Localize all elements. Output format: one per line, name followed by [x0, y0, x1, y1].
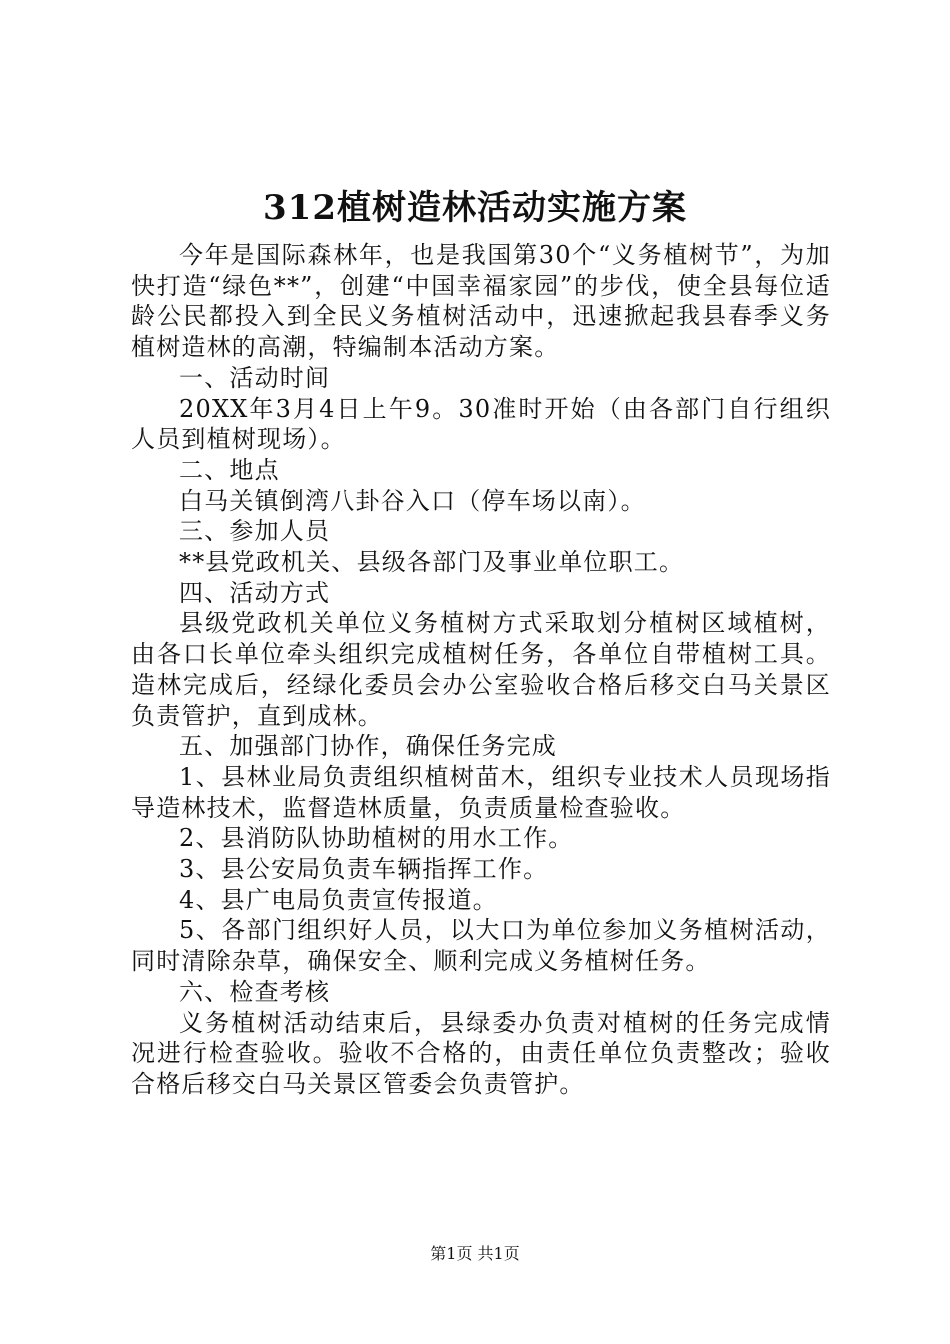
section-heading-cooperation: 五、加强部门协作，确保任务完成	[179, 732, 557, 761]
cooperation-item-3: 3、县公安局负责车辆指挥工作。	[179, 855, 549, 884]
section-heading-method: 四、活动方式	[179, 578, 331, 607]
intro-paragraph: 今年是国际森林年，也是我国第30个“义务植树节”，为加快打造“绿色**”，创建“中国幸福家园”的步伐，使全县每位适龄公民都投入到全民义务植树活动中，迅速掀起我县春季义务植树造林的高潮，特编制本活动方案。	[131, 241, 831, 362]
cooperation-item-2: 2、县消防队协助植树的用水工作。	[179, 824, 574, 853]
document-title: 312植树造林活动实施方案	[263, 188, 687, 228]
location-paragraph: 白马关镇倒湾八卦谷入口（停车场以南）。	[179, 486, 646, 515]
section-heading-participants: 三、参加人员	[179, 517, 331, 546]
document-body	[131, 240, 831, 1100]
section-heading-time: 一、活动时间	[179, 363, 331, 392]
participants-paragraph: **县党政机关、县级各部门及事业单位职工。	[179, 548, 685, 577]
method-paragraph: 县级党政机关单位义务植树方式采取划分植树区域植树，由各口长单位牵头组织完成植树任务，各单位自带植树工具。造林完成后，经绿化委员会办公室验收合格后移交白马关景区负责管护，直到成林。	[131, 609, 831, 730]
section-heading-inspection: 六、检查考核	[179, 977, 331, 1006]
cooperation-item-4: 4、县广电局负责宣传报道。	[179, 885, 498, 914]
inspection-paragraph: 义务植树活动结束后，县绿委办负责对植树的任务完成情况进行检查验收。验收不合格的，由责任单位负责整改；验收合格后移交白马关景区管委会负责管护。	[131, 1008, 831, 1098]
section-heading-location: 二、地点	[179, 455, 280, 484]
time-paragraph: 20XX年3月4日上午9。30准时开始（由各部门自行组织人员到植树现场）。	[131, 394, 831, 454]
page-footer: 第1页 共1页	[430, 1244, 520, 1263]
cooperation-item-5: 5、各部门组织好人员，以大口为单位参加义务植树活动，同时清除杂草，确保安全、顺利完成义务植树任务。	[131, 916, 831, 976]
cooperation-item-1: 1、县林业局负责组织植树苗木，组织专业技术人员现场指导造林技术，监督造林质量，负责质量检查验收。	[131, 762, 831, 822]
